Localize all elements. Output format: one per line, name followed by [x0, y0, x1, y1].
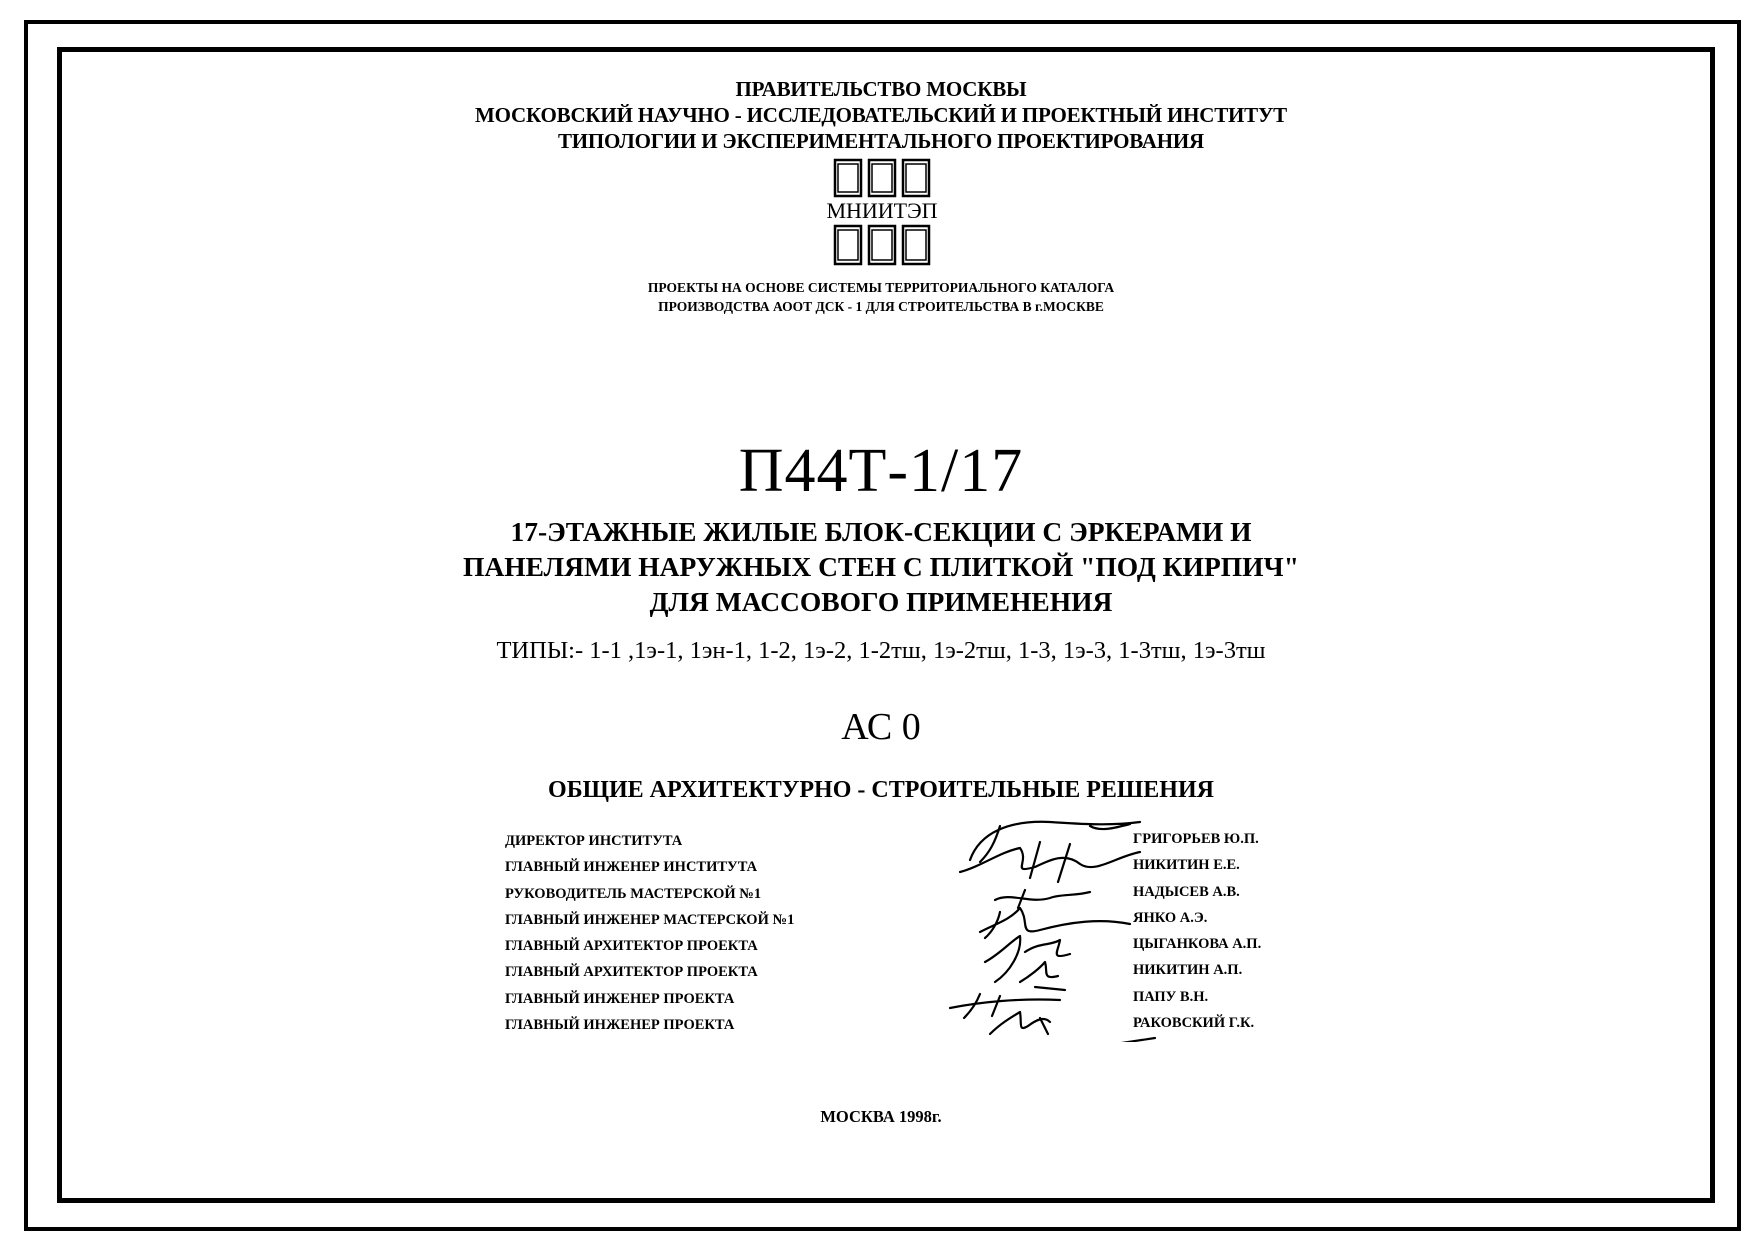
signatory-name: НАДЫСЕВ А.В. [1133, 883, 1240, 900]
signatory-name: НИКИТИН А.П. [1133, 962, 1243, 979]
signatory-role: ГЛАВНЫЙ ИНЖЕНЕР ПРОЕКТА [505, 990, 735, 1007]
organization-header [0, 76, 1762, 154]
description-line-1: 17-ЭТАЖНЫЕ ЖИЛЫЕ БЛОК-СЕКЦИИ С ЭРКЕРАМИ И [510, 516, 1252, 547]
album-subject: ОБЩИЕ АРХИТЕКТУРНО - СТРОИТЕЛЬНЫЕ РЕШЕНИЯ [548, 777, 1214, 803]
album-code: АС 0 [841, 706, 921, 748]
signatory-role: ГЛАВНЫЙ АРХИТЕКТОР ПРОЕКТА [505, 964, 758, 981]
signatory-role: РУКОВОДИТЕЛЬ МАСТЕРСКОЙ №1 [505, 885, 762, 902]
project-code: П44Т-1/17 [738, 437, 1024, 505]
signatory-role: ГЛАВНЫЙ ИНЖЕНЕР МАСТЕРСКОЙ №1 [505, 911, 795, 928]
signatory-name: ПАПУ В.Н. [1133, 988, 1209, 1005]
logo-text: МНИИТЭП [826, 198, 938, 223]
city-year: МОСКВА 1998г. [820, 1107, 942, 1126]
signatory-role: ДИРЕКТОР ИНСТИТУТА [505, 833, 683, 849]
project-description [0, 514, 1762, 619]
signatory-name: ЦЫГАНКОВА А.П. [1133, 936, 1262, 953]
catalog-line-2: ПРОИЗВОДСТВА АООТ ДСК - 1 ДЛЯ СТРОИТЕЛЬСТВА В г.МОСКВЕ [658, 299, 1104, 314]
signatory-name: ЯНКО А.Э. [1133, 909, 1208, 926]
signatory-role: ГЛАВНЫЙ ИНЖЕНЕР ИНСТИТУТА [505, 859, 758, 876]
signatory-name: ГРИГОРЬЕВ Ю.П. [1133, 831, 1259, 847]
signatory-name: НИКИТИН Е.Е. [1133, 857, 1240, 874]
catalog-line-1: ПРОЕКТЫ НА ОСНОВЕ СИСТЕМЫ ТЕРРИТОРИАЛЬНОГО КАТАЛОГА [647, 280, 1115, 295]
signatory-role: ГЛАВНЫЙ АРХИТЕКТОР ПРОЕКТА [505, 938, 758, 955]
project-types: ТИПЫ:- 1-1 ,1э-1, 1эн-1, 1-2, 1э-2, 1-2тш, 1э-2тш, 1-3, 1э-3, 1-3тш, 1э-3тш [496, 637, 1266, 664]
org-line-2: МОСКОВСКИЙ НАУЧНО - ИССЛЕДОВАТЕЛЬСКИЙ И ПРОЕКТНЫЙ ИНСТИТУТ [475, 103, 1287, 127]
org-line-3: ТИПОЛОГИИ И ЭКСПЕРИМЕНТАЛЬНОГО ПРОЕКТИРОВАНИЯ [557, 129, 1204, 153]
signatory-role: ГЛАВНЫЙ ИНЖЕНЕР ПРОЕКТА [505, 1017, 735, 1034]
mniitep-logo [826, 158, 938, 268]
signatory-roles [505, 828, 794, 1038]
description-line-2: ПАНЕЛЯМИ НАРУЖНЫХ СТЕН С ПЛИТКОЙ "ПОД КИРПИЧ" [463, 551, 1299, 582]
description-line-3: ДЛЯ МАССОВОГО ПРИМЕНЕНИЯ [649, 586, 1113, 617]
signatory-name: РАКОВСКИЙ Г.К. [1133, 1015, 1255, 1032]
signatory-names [1133, 826, 1261, 1036]
org-line-1: ПРАВИТЕЛЬСТВО МОСКВЫ [735, 77, 1027, 101]
catalog-note [0, 278, 1762, 316]
